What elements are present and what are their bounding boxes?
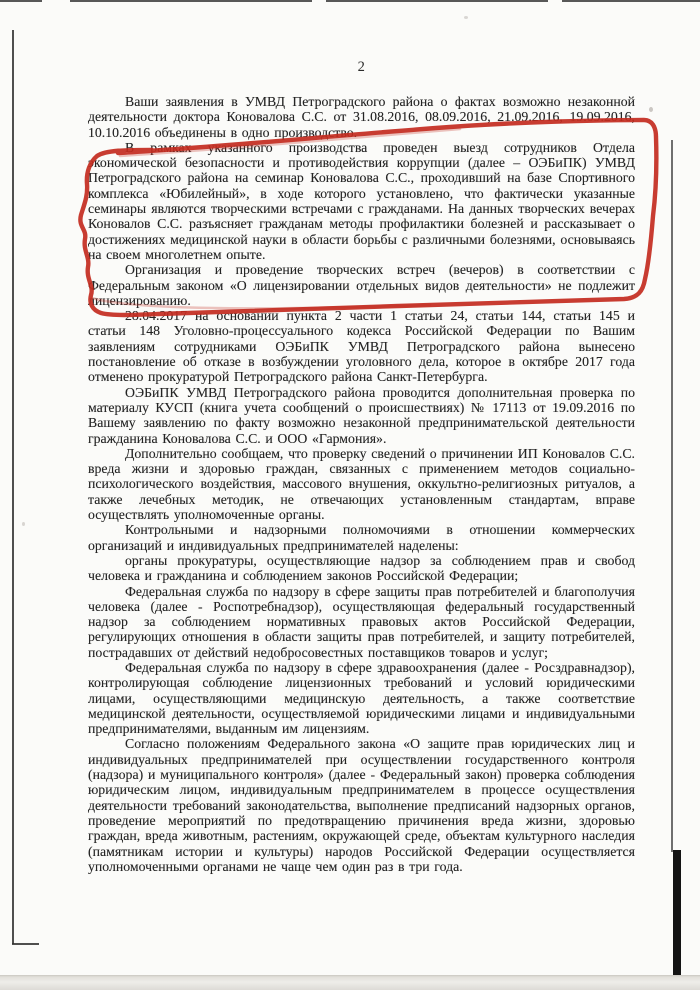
paragraph-11: Согласно положениям Федерального закона «О защите прав юридических лиц и индивидуальных предпринимателей при осуществлении государственного контроля (надзора) и муниципального контроля» (далее - Федеральный закон) проверка соблюдения юридическим лицом, индивидуальным предпринимателем в процессе осуществления деятельности требований законодательства, выполнение предписаний надзорных органов, проведение мероприятий по предотвращению причинения вреда жизни, здоровью граждан, вреда животным, растениям, окружающей среде, объектам культурного наследия (памятникам истории и культуры) народов Российской Федерации осуществляется уполномоченными органами не чаще чем один раз в три года. xyxy=(88,736,635,874)
paragraph-10: Федеральная служба по надзору в сфере здравоохранения (далее - Росздравнадзор), контролирующая соблюдение лицензионных требований и условий юридическими лицами, осуществляющими медицинскую деятельность, а также соответствие медицинской деятельности, осуществляемой юридическими лицами и индивидуальными предпринимателями, выданным им лицензиям. xyxy=(88,659,635,737)
paragraph-3-circled: Организация и проведение творческих встреч (вечеров) в соответствии с Федеральным законом «О лицензировании отдельных видов деятельности» не подлежит лицензированию. xyxy=(88,262,635,308)
paragraph-8: органы прокуратуры, осуществляющие надзор за соблюдением прав и свобод человека и гражданина и соблюдением законов Российской Федерации; xyxy=(88,552,635,584)
page-number: 2 xyxy=(357,59,366,75)
scan-edge-top xyxy=(70,0,312,2)
paragraph-7: Контрольными и надзорными полномочиями в отношении коммерческих организаций и индивидуальных предпринимателей наделены: xyxy=(88,522,635,553)
scan-edge-top xyxy=(562,0,700,2)
scan-speck xyxy=(464,16,468,19)
paragraph-6: Дополнительно сообщаем, что проверку сведений о причинении ИП Коновалов С.С. вреда жизни и здоровью граждан, связанных с применением методов социально-психологического воздействия, массового внушения, оккультно-религиозных ритуалов, а также лечебных методик, не отвечающих установленным стандартам, вправе осуществлять уполномоченные органы. xyxy=(88,445,635,523)
scan-speck xyxy=(649,107,653,112)
document-text xyxy=(88,94,635,874)
scan-edge-right-bar xyxy=(673,850,681,976)
scan-edge-top xyxy=(0,0,42,2)
scan-edge-right xyxy=(671,140,673,852)
paragraph-1: Ваши заявления в УМВД Петроградского района о фактах возможно незаконной деятельности доктора Коновалова С.С. от 31.08.2016, 08.09.2016, 21.09.2016, 19.09.2016, 10.10.2016 объединены в одно производство. xyxy=(88,94,635,140)
paragraph-9: Федеральная служба по надзору в сфере защиты прав потребителей и благополучия человека (далее - Роспотребнадзор), осуществляющая федеральный государственный надзор за соблюдением нормативных правовых актов Российской Федерации, регулирующих отношения в области защиты прав потребителей, и защиту потребителей, пострадавших от действий недобросовестных поставщиков товаров и услуг; xyxy=(88,583,635,660)
scan-edge-corner xyxy=(12,943,39,945)
paragraph-4: 28.04.2017 на основании пункта 2 части 1 статьи 24, статьи 144, статьи 145 и статьи 148 Уголовно-процессуального кодекса Российской Федерации по Вашим заявлениям сотрудниками ОЭБиПК УМВД Петроградского района вынесено постановление об отказе в возбуждении уголовного дела, которое в октябре 2017 года отменено прокуратурой Петроградского района Санкт-Петербурга. xyxy=(88,308,635,385)
scan-speck xyxy=(22,522,25,526)
scan-edge-top xyxy=(326,0,548,2)
paragraph-5: ОЭБиПК УМВД Петроградского района проводится дополнительная проверка по материалу КУСП (книга учета сообщений о происшествиях) № 17113 от 19.09.2016 по Вашему заявлению по факту возможно незаконной предпринимательской деятельности гражданина Коновалова С.С. и ООО «Гармония». xyxy=(88,384,635,446)
scan-edge-bottom xyxy=(0,975,700,990)
scan-edge-left xyxy=(12,30,14,944)
paragraph-2-circled: В рамках указанного производства проведен выезд сотрудников Отдела экономической безопасности и противодействия коррупции (далее – ОЭБиПК) УМВД Петроградского района на семинар Коновалова С.С., проходивший на базе Спортивного комплекса «Юбилейный», в ходе которого установлено, что фактически указанные семинары являются творческими встречами с гражданами. На данных творческих вечерах Коновалов С.С. разъясняет гражданам методы профилактики болезней и рассказывает о достижениях медицинской науки в области борьбы с различными болезнями, основываясь на своем многолетнем опыте. xyxy=(88,139,635,262)
